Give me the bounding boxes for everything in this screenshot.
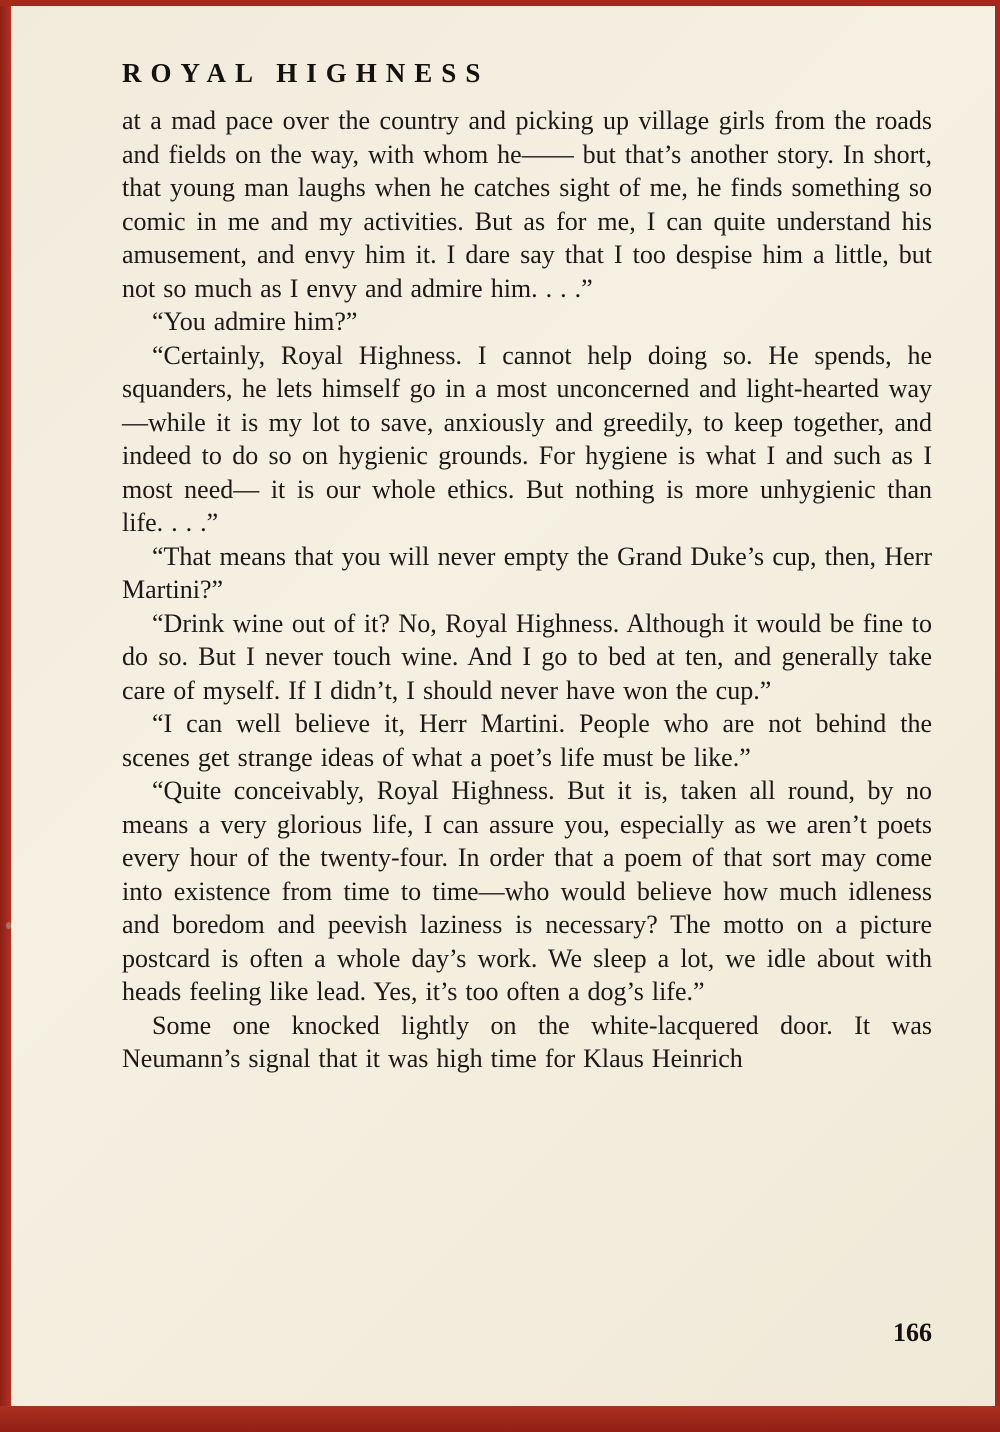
paragraph: “You admire him?” [152, 307, 358, 336]
scan-edge-bottom [0, 1406, 1000, 1432]
paragraph: “That means that you will never empty the Grand Duke’s cup, then, Herr Martini?” [122, 541, 932, 604]
scan-edge-right [995, 0, 1000, 1432]
page-text-block [122, 58, 932, 1076]
paragraph: at a mad pace over the country and picking up village girls from the roads and fields on the way, with whom he—— but that’s another story. In short, that young man laughs when he catches sight of me, he finds something so comic in me and my activities. But as for me, I can quite understand his amusement, and envy him it. I dare say that I too despise him a little, but not so much as I envy and admire him. . . .” [122, 106, 932, 303]
paragraph: “Certainly, Royal Highness. I cannot help doing so. He spends, he squanders, he lets himself go in a most unconcerned and light-hearted way—while it is my lot to save, anxiously and greedily, to keep together, and indeed to do so on hygienic grounds. For hygiene is what I and such as I most need— it is our whole ethics. But nothing is more unhygienic than life. . . .” [122, 340, 932, 537]
margin-smudge [6, 922, 11, 929]
paragraph: “Drink wine out of it? No, Royal Highness. Although it would be fine to do so. But I never touch wine. And I go to bed at ten, and generally take care of myself. If I didn’t, I should never have won the cup.” [122, 608, 932, 705]
paragraph: Some one knocked lightly on the white-lacquered door. It was Neumann’s signal that it was high time for Klaus Heinrich [122, 1010, 932, 1073]
paragraph: “Quite conceivably, Royal Highness. But it is, taken all round, by no means a very glorious life, I can assure you, especially as we aren’t poets every hour of the twenty-four. In order that a poem of that sort may come into existence from time to time—who would believe how much idleness and boredom and peevish laziness is necessary? The motto on a picture postcard is often a whole day’s work. We sleep a lot, we idle about with heads feeling like lead. Yes, it’s too often a dog’s life.” [122, 776, 932, 1006]
scan-edge-top [0, 0, 1000, 6]
scan-edge-left [0, 0, 11, 1432]
page-number: 166 [893, 1318, 932, 1347]
running-header: ROYAL HIGHNESS [122, 58, 490, 88]
paragraph: “I can well believe it, Herr Martini. People who are not behind the scenes get strange ideas of what a poet’s life must be like.” [122, 709, 932, 772]
